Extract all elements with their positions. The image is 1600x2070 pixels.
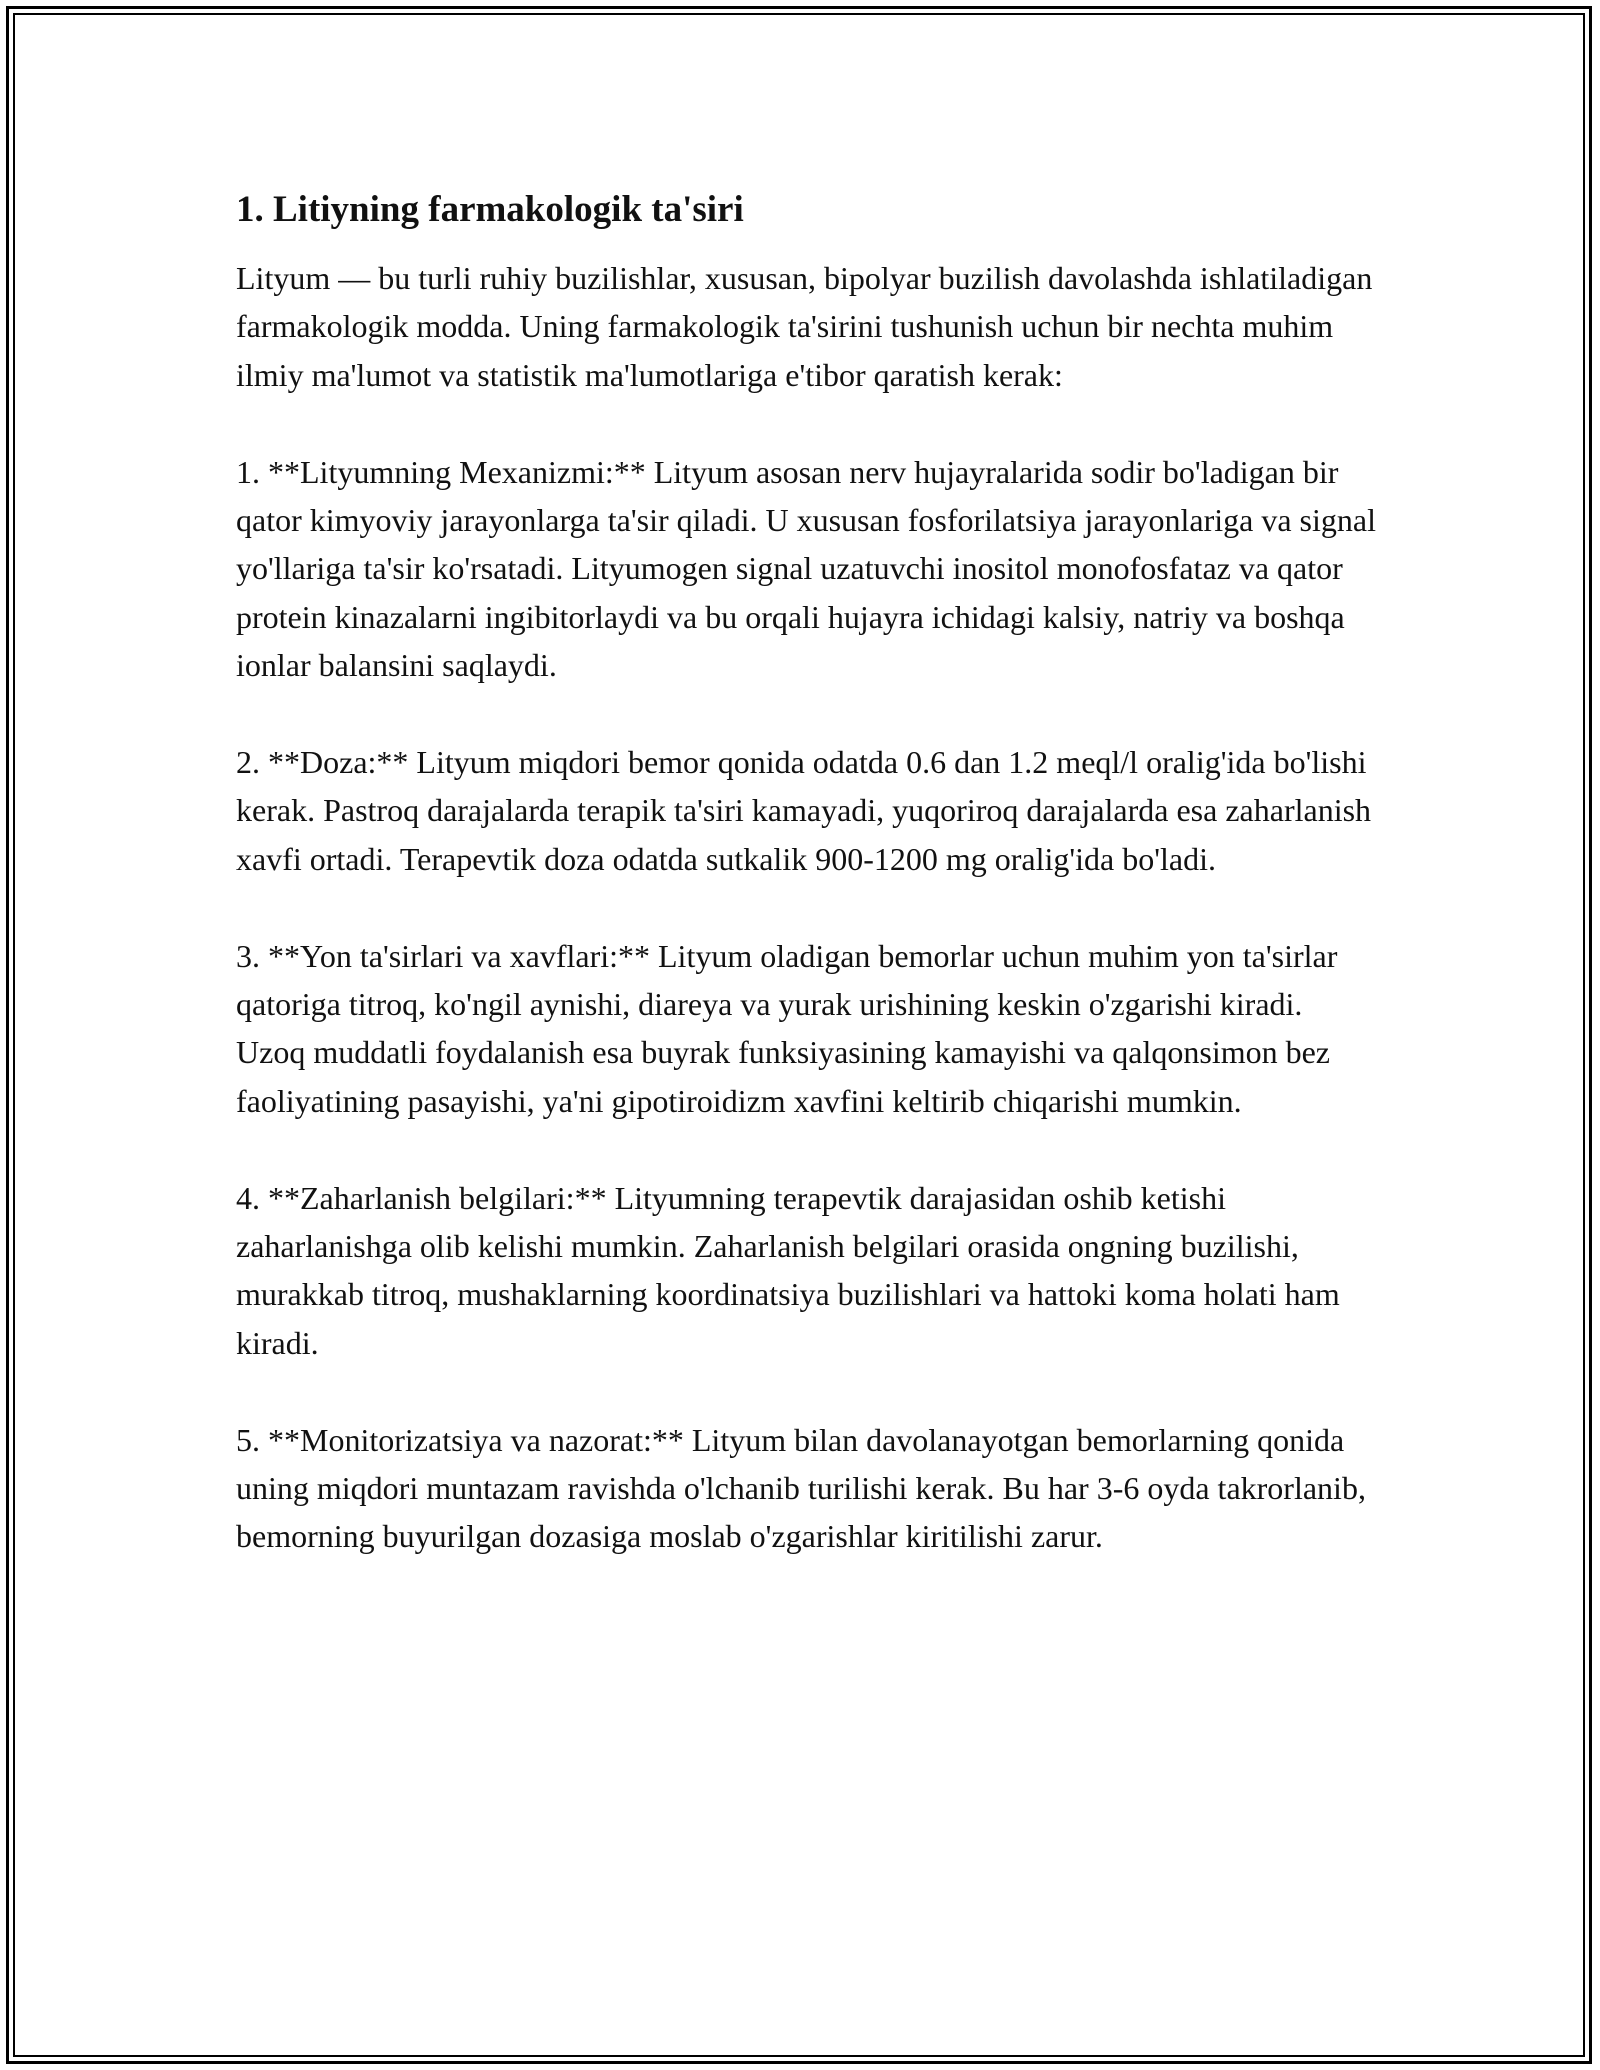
dose-paragraph: 2. **Doza:** Lityum miqdori bemor qonida odatda 0.6 dan 1.2 meql/l oralig'ida bo'lishi kerak. Pastroq darajalarda terapik ta'siri kamayadi, yuqoriroq darajalarda esa zaharlanish xavfi ortadi. Terapevtik doza odatda sutkalik 900-1200 mg oralig'ida bo'ladi. <box>236 744 1372 877</box>
document-title: 1. Litiyning farmakologik ta'siri <box>236 189 744 230</box>
side-effects-paragraph: 3. **Yon ta'sirlari va xavflari:** Lityum oladigan bemorlar uchun muhim yon ta'sirlar qatoriga titroq, ko'ngil aynishi, diareya va yurak urishining keskin o'zgarishi kiradi. Uzoq muddatli foydalanish esa buyrak funksiyasining kamayishi va qalqonsimon bez faoliyatining pasayishi, ya'ni gipotiroidizm xavfini keltirib chiqarishi mumkin. <box>236 937 1338 1119</box>
mechanism-paragraph: 1. **Lityumning Mexanizmi:** Lityum asosan nerv hujayralarida sodir bo'ladigan bir qator kimyoviy jarayonlarga ta'sir qiladi. U xususan fosforilatsiya jarayonlariga va signal yo'llariga ta'sir ko'rsatadi. Lityumogen signal uzatuvchi inositol monofosfataz va qator protein kinazalarni ingibitorlaydi va bu orqali hujayra ichidagi kalsiy, natriy va boshqa ionlar balansini saqlaydi. <box>236 453 1376 684</box>
document-body <box>236 186 1376 1609</box>
intro-paragraph: Lityum — bu turli ruhiy buzilishlar, xususan, bipolyar buzilish davolashda ishlatiladigan farmakologik modda. Uning farmakologik ta'sirini tushunish uchun bir nechta muhim ilmiy ma'lumot va statistik ma'lumotlariga e'tibor qaratish kerak: <box>236 260 1373 393</box>
monitoring-paragraph: 5. **Monitorizatsiya va nazorat:** Lityum bilan davolanayotgan bemorlarning qonida uning miqdori muntazam ravishda o'lchanib turilishi kerak. Bu har 3-6 oyda takrorlanib, bemorning buyurilgan dozasiga moslab o'zgarishlar kiritilishi zarur. <box>236 1421 1366 1555</box>
toxicity-paragraph: 4. **Zaharlanish belgilari:** Lityumning terapevtik darajasidan oshib ketishi zaharlanishga olib kelishi mumkin. Zaharlanish belgilari orasida ongning buzilishi, murakkab titroq, mushaklarning koordinatsiya buzilishlari va hattoki koma holati ham kiradi. <box>236 1179 1340 1361</box>
